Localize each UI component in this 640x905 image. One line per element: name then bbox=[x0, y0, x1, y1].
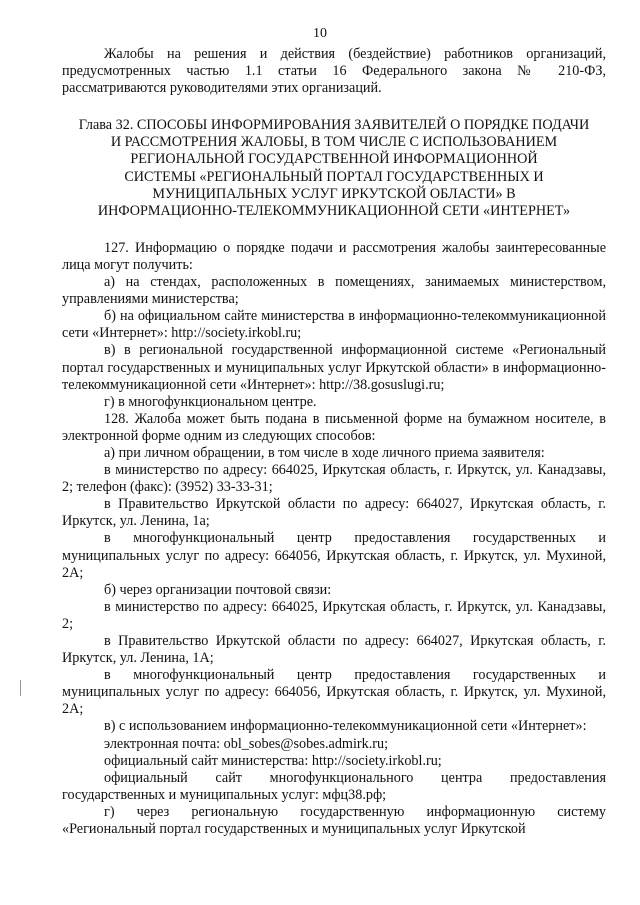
clause-128-g: г) через региональную государственную информационную систему «Региональный портал государственных и муниципальных услуг Иркутской bbox=[62, 803, 606, 838]
clause-127-v: в) в региональной государственной информационной системе «Региональный портал государственных и муниципальных услуг Иркутской области» в информационно-телекоммуникационной сети «Интернет»: http://38.gosuslugi.ru; bbox=[62, 342, 606, 393]
intro-paragraph: Жалобы на решения и действия (бездействие) работников организаций, предусмотренных частью 1.1 статьи 16 Федерального закона № 210-ФЗ, рассматриваются руководителями этих организаций. bbox=[62, 46, 606, 97]
chapter-heading-line: РЕГИОНАЛЬНОЙ ГОСУДАРСТВЕННОЙ ИНФОРМАЦИОННОЙ bbox=[130, 151, 538, 168]
chapter-heading-line: И РАССМОТРЕНИЯ ЖАЛОБЫ, В ТОМ ЧИСЛЕ С ИСПОЛЬЗОВАНИЕМ bbox=[110, 134, 558, 151]
postal-ministry: в министерство по адресу: 664025, Иркутская область, г. Иркутск, ул. Канадзавы, 2; bbox=[62, 598, 606, 632]
clause-127-a: а) на стендах, расположенных в помещениях, занимаемых министерством, управлениями министерства; bbox=[62, 274, 606, 308]
postal-government: в Правительство Иркутской области по адресу: 664027, Иркутская область, г. Иркутск, ул. Ленина, 1А; bbox=[62, 633, 606, 667]
clause-128-v: в) с использованием информационно-телекоммуникационной сети «Интернет»: bbox=[104, 718, 587, 735]
document-body bbox=[62, 46, 606, 838]
clause-127-b: б) на официальном сайте министерства в информационно-телекоммуникационной сети «Интернет»: http://society.irkobl.ru; bbox=[62, 308, 606, 342]
clause-127: 127. Информацию о порядке подачи и рассмотрения жалобы заинтересованные лица могут получить: bbox=[62, 239, 606, 273]
postal-mfc: в многофункциональный центр предоставления государственных и муниципальных услуг по адресу: 664056, Иркутская область, г. Иркутск, ул. Мухиной, 2А; bbox=[62, 667, 606, 718]
page-number: 10 bbox=[313, 26, 327, 41]
chapter-heading-line: ИНФОРМАЦИОННО-ТЕЛЕКОММУНИКАЦИОННОЙ СЕТИ «ИНТЕРНЕТ» bbox=[97, 202, 571, 219]
margin-mark bbox=[20, 680, 21, 696]
mfc-site-line: официальный сайт многофункционального центра предоставления государственных и муниципальных услуг: мфц38.рф; bbox=[62, 769, 606, 803]
address-government: в Правительство Иркутской области по адресу: 664027, Иркутская область, г. Иркутск, ул. Ленина, 1а; bbox=[62, 496, 606, 530]
chapter-heading-line: Глава 32. СПОСОБЫ ИНФОРМИРОВАНИЯ ЗАЯВИТЕЛЕЙ О ПОРЯДКЕ ПОДАЧИ bbox=[78, 117, 590, 134]
ministry-site-line: официальный сайт министерства: http://society.irkobl.ru; bbox=[104, 752, 442, 769]
email-line: электронная почта: obl_sobes@sobes.admirk.ru; bbox=[104, 735, 389, 752]
clause-128-b: б) через организации почтовой связи: bbox=[104, 581, 332, 598]
clause-128-a: а) при личном обращении, в том числе в ходе личного приема заявителя: bbox=[104, 444, 545, 461]
address-mfc: в многофункциональный центр предоставления государственных и муниципальных услуг по адресу: 664056, Иркутская область, г. Иркутск, ул. Мухиной, 2А; bbox=[62, 530, 606, 581]
clause-128: 128. Жалоба может быть подана в письменной форме на бумажном носителе, в электронной форме одним из следующих способов: bbox=[62, 410, 606, 444]
address-ministry: в министерство по адресу: 664025, Иркутская область, г. Иркутск, ул. Канадзавы, 2; телефон (факс): (3952) 33-33-31; bbox=[62, 462, 606, 496]
chapter-heading-line: МУНИЦИПАЛЬНЫХ УСЛУГ ИРКУТСКОЙ ОБЛАСТИ» В bbox=[152, 185, 516, 202]
clause-127-g: г) в многофункциональном центре. bbox=[104, 393, 317, 410]
chapter-heading bbox=[62, 117, 606, 220]
chapter-heading-line: СИСТЕМЫ «РЕГИОНАЛЬНЫЙ ПОРТАЛ ГОСУДАРСТВЕННЫХ И bbox=[124, 168, 544, 185]
